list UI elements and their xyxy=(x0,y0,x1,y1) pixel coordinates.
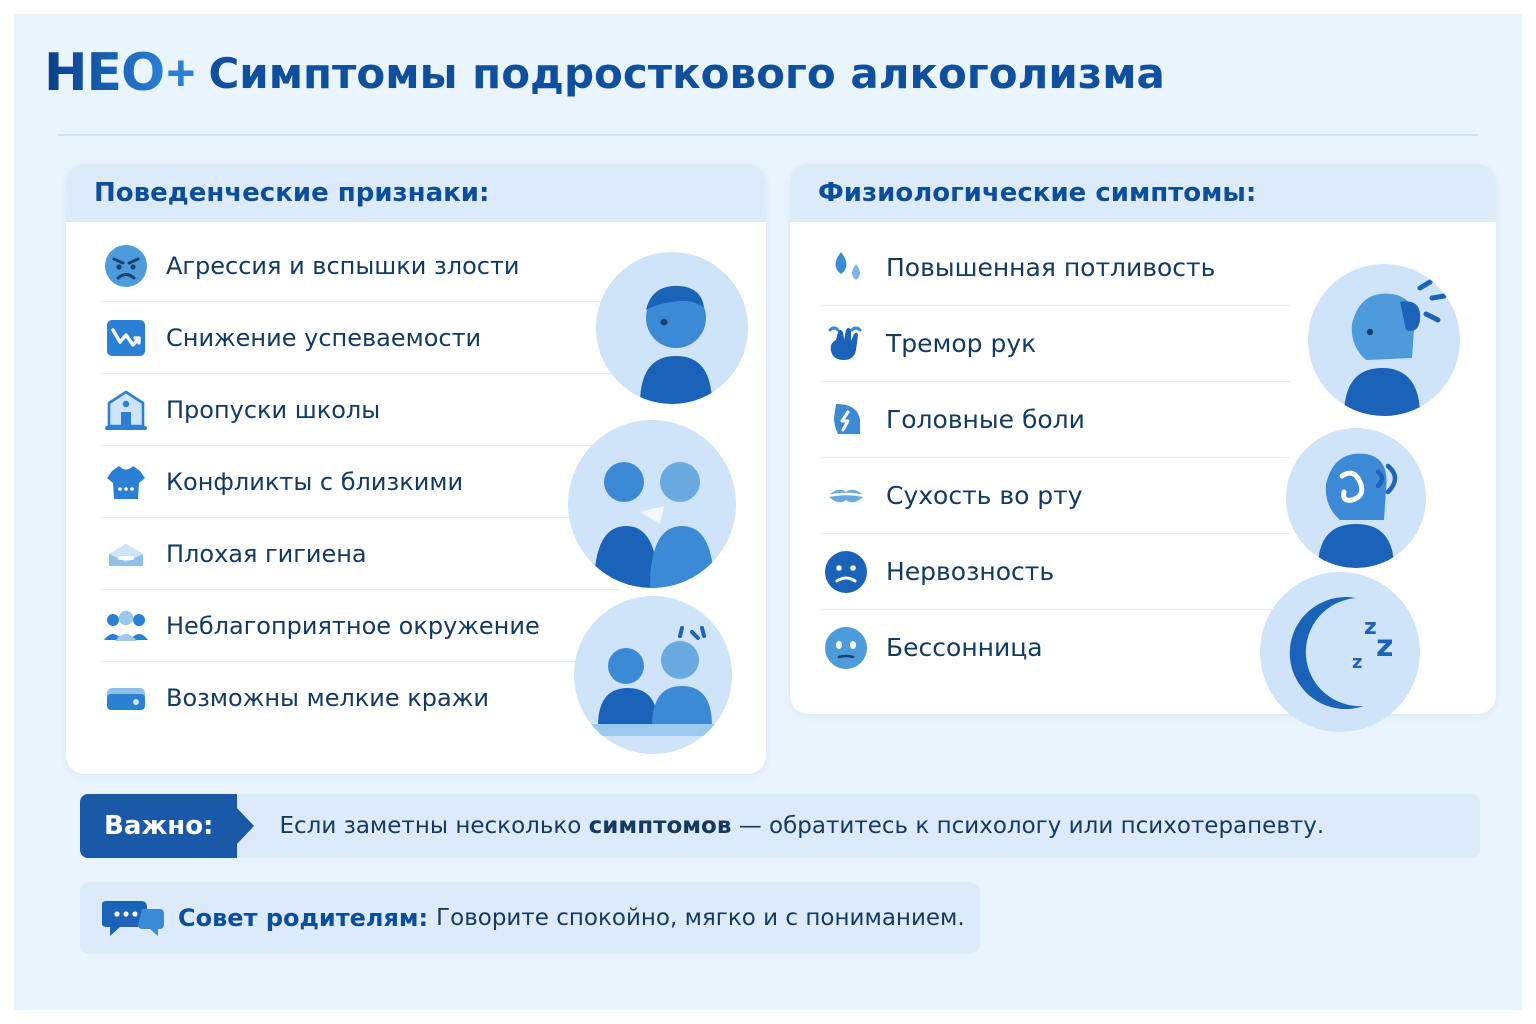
brand-logo xyxy=(44,43,195,103)
soap-icon xyxy=(100,528,152,580)
tinnitus-head-illustration xyxy=(1286,428,1426,568)
list-item-label: Тремор рук xyxy=(886,329,1037,358)
list-item xyxy=(820,458,1290,534)
list-item xyxy=(100,662,620,733)
dry-lips-icon xyxy=(820,470,872,522)
tired-face-icon xyxy=(820,622,872,674)
list-item xyxy=(820,534,1290,610)
header-divider xyxy=(58,134,1478,136)
list-item-label: Головные боли xyxy=(886,405,1085,434)
list-item xyxy=(100,374,620,446)
sweat-drops-icon xyxy=(820,242,872,294)
svg-text:z: z xyxy=(1364,615,1377,640)
shaking-hand-icon xyxy=(820,318,872,370)
list-item-label: Бессонница xyxy=(886,633,1043,662)
list-item xyxy=(100,446,620,518)
list-item-label: Сухость во рту xyxy=(886,481,1083,510)
school-building-icon xyxy=(100,384,152,436)
behavioral-card-title: Поведенческие признаки: xyxy=(66,164,766,222)
list-item-label: Нервозность xyxy=(886,557,1055,586)
page-title: Симптомы подросткового алкоголизма xyxy=(208,48,1165,98)
list-item xyxy=(100,518,620,590)
list-item-label: Снижение успеваемости xyxy=(166,323,482,352)
list-item xyxy=(820,382,1290,458)
advice-title: Совет родителям: xyxy=(178,904,429,932)
physiological-card-title: Физиологические симптомы: xyxy=(790,164,1496,222)
parent-conversation-illustration xyxy=(574,596,732,754)
chat-bubbles-icon xyxy=(102,895,166,941)
list-item-label: Пропуски школы xyxy=(166,395,381,424)
head-pain-icon xyxy=(820,394,872,446)
list-item-label: Возможны мелкие кражи xyxy=(166,683,489,712)
teen-portrait-illustration xyxy=(596,252,748,404)
advice-text: Говорите спокойно, мягко и с пониманием. xyxy=(436,905,965,931)
brand-logo-text: HEO xyxy=(44,43,165,103)
important-tag: Важно: xyxy=(80,794,237,858)
important-banner xyxy=(80,794,1480,858)
list-item-label: Конфликты с близкими xyxy=(166,467,464,496)
list-item-label: Неблагоприятное окружение xyxy=(166,611,540,640)
brand-plus-icon: + xyxy=(166,45,195,101)
group-of-people-icon xyxy=(100,600,152,652)
wallet-icon xyxy=(100,672,152,724)
declining-chart-icon xyxy=(100,312,152,364)
headache-person-illustration xyxy=(1308,264,1460,416)
advice-banner xyxy=(80,882,980,954)
list-item xyxy=(100,302,620,374)
list-item-label: Повышенная потливость xyxy=(886,253,1216,282)
sleepless-moon-illustration xyxy=(1260,572,1420,732)
nervous-face-icon xyxy=(820,546,872,598)
svg-text:z: z xyxy=(1352,652,1363,673)
argument-illustration xyxy=(568,420,736,588)
tshirt-icon xyxy=(100,456,152,508)
list-item xyxy=(820,230,1290,306)
important-text xyxy=(279,813,1324,839)
list-item-label: Агрессия и вспышки злости xyxy=(166,251,520,280)
list-item xyxy=(100,590,620,662)
important-text-bold: симптомов xyxy=(588,813,732,839)
header xyxy=(14,14,1522,132)
svg-text:z: z xyxy=(1376,629,1394,664)
angry-face-icon xyxy=(100,240,152,292)
list-item xyxy=(820,306,1290,382)
list-item xyxy=(820,610,1290,685)
important-text-after: — обратитесь к психологу или психотерапевту. xyxy=(731,813,1325,839)
list-item xyxy=(100,230,620,302)
important-text-before: Если заметны несколько xyxy=(279,813,589,839)
list-item-label: Плохая гигиена xyxy=(166,539,367,568)
